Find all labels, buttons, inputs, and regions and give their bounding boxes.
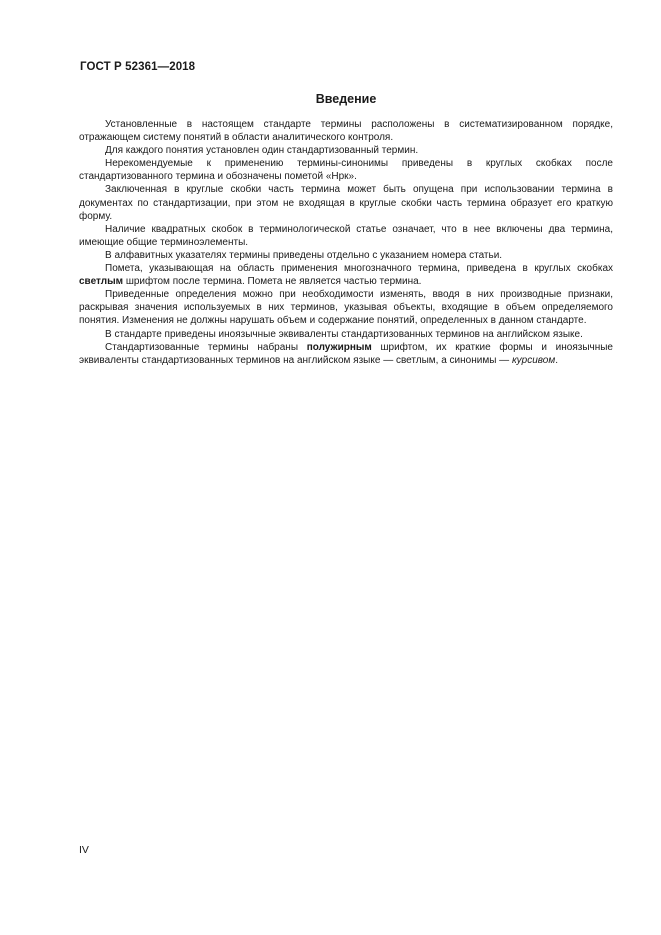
- italic-run: курсивом: [511, 354, 556, 366]
- introduction-text: [79, 118, 613, 367]
- paragraph: Нерекомендуемые к применению термины-синонимы приведены в круглых скобках после стандартизованного термина и обозначены пометой «Нрк».: [79, 158, 613, 183]
- text-run: Стандартизованные термины набраны: [105, 341, 307, 353]
- text-run: шрифтом после термина. Помета не является частью термина.: [123, 276, 422, 288]
- paragraph: Приведенные определения можно при необходимости изменять, вводя в них производные признаки, раскрывая значения используемых в них терминов, указывая объекты, входящие в объем определяемого понятия. Изменения не должны нарушать объем и содержание понятий, определенных в данном стандарте.: [79, 289, 613, 327]
- document-code: ГОСТ Р 52361—2018: [80, 61, 196, 73]
- paragraph: Наличие квадратных скобок в терминологической статье означает, что в нее включены два термина, имеющие общие терминоэлементы.: [79, 223, 613, 248]
- text-run: Помета, указывающая на область применения многозначного термина, приведена в круглых скобках: [105, 263, 613, 275]
- paragraph: В стандарте приведены иноязычные эквиваленты стандартизованных терминов на английском языке.: [105, 328, 583, 340]
- paragraph: Заключенная в круглые скобки часть термина может быть опущена при использовании термина в документах по стандартизации, при этом не входящая в круглые скобки часть термина образует его краткую форму.: [79, 184, 613, 222]
- page-number: IV: [79, 844, 89, 856]
- paragraph-formatting: [79, 341, 613, 367]
- paragraph: Для каждого понятия установлен один стандартизованный термин.: [105, 145, 419, 157]
- text-run: .: [555, 354, 558, 366]
- section-title: Введение: [315, 92, 377, 106]
- emphasis-run: светлым: [79, 276, 124, 288]
- text-run: шрифтом, их краткие формы и иноязычные эквиваленты стандартизованных терминов на английском языке — светлым, а синонимы —: [79, 341, 613, 366]
- paragraph-pometa: [79, 262, 613, 288]
- bold-run: полужирным: [306, 341, 372, 353]
- paragraph: Установленные в настоящем стандарте термины расположены в систематизированном порядке, отражающем систему понятий в области аналитического контроля.: [79, 119, 613, 144]
- paragraph: В алфавитных указателях термины приведены отдельно с указанием номера статьи.: [105, 249, 503, 261]
